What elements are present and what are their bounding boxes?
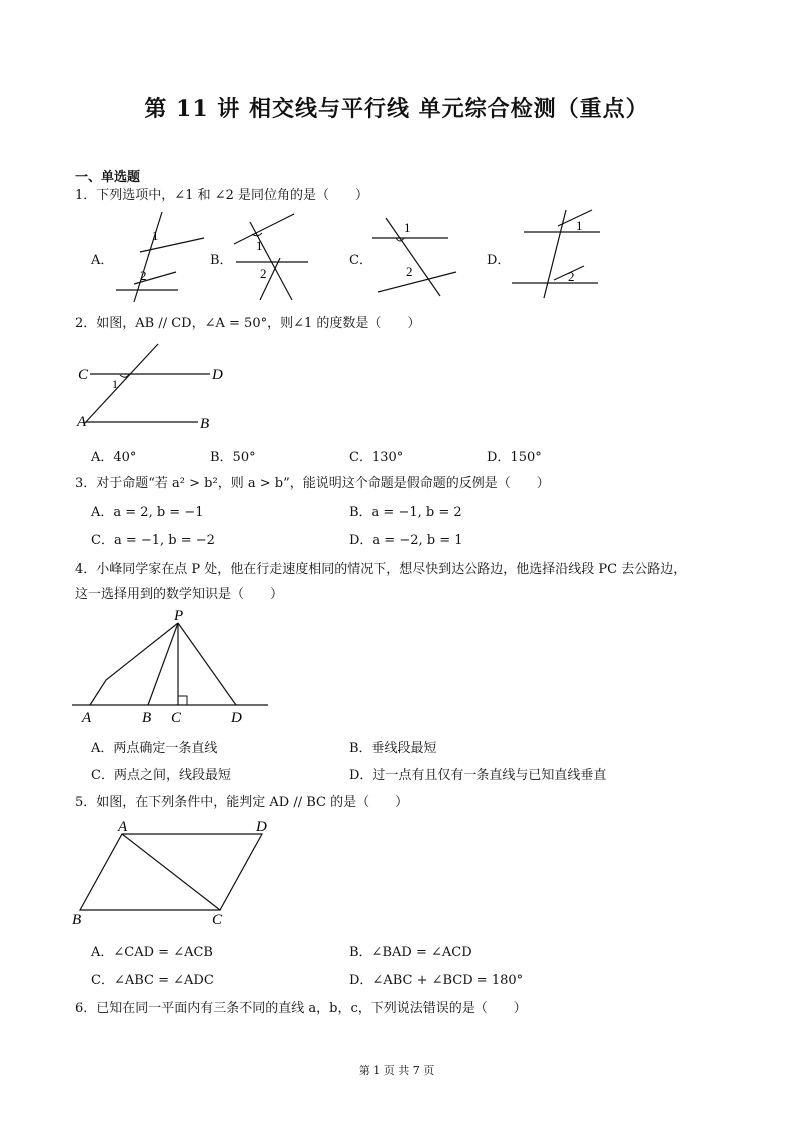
q1-figure-a bbox=[112, 208, 212, 308]
q1-option-d[interactable]: D． bbox=[487, 253, 511, 268]
page-title: 第 11 讲 相交线与平行线 单元综合检测（重点） bbox=[144, 96, 649, 122]
label-c: C bbox=[212, 912, 223, 928]
q3-option-a[interactable]: A．a = 2, b = −1 bbox=[91, 505, 204, 520]
angle-label-1: 1 bbox=[576, 218, 583, 233]
label-b: B bbox=[142, 710, 152, 726]
question-4-stem-line-2: 这一选择用到的数学知识是（ ） bbox=[75, 587, 284, 602]
q1-option-b[interactable]: B． bbox=[210, 253, 233, 268]
q5-option-d[interactable]: D．∠ABC + ∠BCD = 180° bbox=[349, 973, 524, 988]
label-p: P bbox=[174, 608, 184, 624]
q2-figure bbox=[74, 342, 234, 432]
label-d: D bbox=[256, 819, 267, 835]
angle-label-1: 1 bbox=[152, 228, 159, 243]
q4-figure bbox=[70, 608, 280, 728]
label-c: C bbox=[78, 367, 89, 383]
q4-option-b[interactable]: B．垂线段最短 bbox=[349, 741, 437, 756]
angle-label-2: 2 bbox=[568, 269, 575, 284]
angle-label-1: 1 bbox=[404, 220, 411, 235]
section-heading: 一、单选题 bbox=[75, 170, 141, 185]
q3-option-d[interactable]: D．a = −2, b = 1 bbox=[349, 533, 463, 548]
question-4-stem-line-1: 4．小峰同学家在点 P 处，他在行走速度相同的情况下，想尽快到达公路边，他选择沿线段 PC 去公路边， bbox=[75, 562, 687, 577]
label-c: C bbox=[171, 710, 182, 726]
q5-option-c[interactable]: C．∠ABC = ∠ADC bbox=[91, 973, 214, 988]
q1-figure-c bbox=[368, 214, 468, 304]
q3-option-c[interactable]: C．a = −1, b = −2 bbox=[91, 533, 215, 548]
question-5-stem: 5．如图，在下列条件中，能判定 AD // BC 的是（ ） bbox=[75, 795, 409, 810]
q1-figure-b bbox=[230, 210, 320, 305]
q1-figure-d bbox=[508, 206, 608, 301]
q5-option-b[interactable]: B．∠BAD = ∠ACD bbox=[349, 945, 472, 960]
q2-option-d[interactable]: D．150° bbox=[487, 450, 542, 465]
page-footer: 第 1 页 共 7 页 bbox=[358, 1064, 435, 1077]
angle-label-2: 2 bbox=[140, 268, 147, 283]
q4-option-d[interactable]: D．过一点有且仅有一条直线与已知直线垂直 bbox=[349, 768, 607, 783]
question-1-stem: 1．下列选项中，∠1 和 ∠2 是同位角的是（ ） bbox=[75, 188, 368, 203]
question-2-stem: 2．如图，AB // CD，∠A = 50°，则∠1 的度数是（ ） bbox=[75, 316, 421, 331]
label-d: D bbox=[231, 710, 242, 726]
angle-label-1: 1 bbox=[112, 377, 118, 391]
question-3-stem: 3．对于命题“若 a² > b²，则 a > b”，能说明这个命题是假命题的反例是（ ） bbox=[75, 476, 550, 491]
q2-option-a[interactable]: A．40° bbox=[91, 450, 137, 465]
q1-option-a[interactable]: A． bbox=[91, 253, 114, 268]
label-b: B bbox=[72, 912, 82, 928]
q4-option-a[interactable]: A．两点确定一条直线 bbox=[91, 741, 218, 756]
angle-label-2: 2 bbox=[406, 264, 413, 279]
q2-option-c[interactable]: C．130° bbox=[349, 450, 404, 465]
question-6-stem: 6．已知在同一平面内有三条不同的直线 a，b，c，下列说法错误的是（ ） bbox=[75, 1001, 527, 1016]
q5-figure bbox=[70, 818, 280, 930]
angle-label-2: 2 bbox=[260, 266, 267, 281]
q5-option-a[interactable]: A．∠CAD = ∠ACB bbox=[91, 945, 213, 960]
label-a: A bbox=[82, 710, 92, 726]
label-a: A bbox=[77, 414, 87, 430]
angle-label-1: 1 bbox=[256, 238, 263, 253]
q3-option-b[interactable]: B．a = −1, b = 2 bbox=[349, 505, 462, 520]
q4-option-c[interactable]: C．两点之间，线段最短 bbox=[91, 768, 231, 783]
q2-option-b[interactable]: B．50° bbox=[210, 450, 256, 465]
label-b: B bbox=[200, 416, 210, 432]
label-d: D bbox=[212, 367, 223, 383]
label-a: A bbox=[118, 819, 128, 835]
q1-option-c[interactable]: C． bbox=[349, 253, 372, 268]
